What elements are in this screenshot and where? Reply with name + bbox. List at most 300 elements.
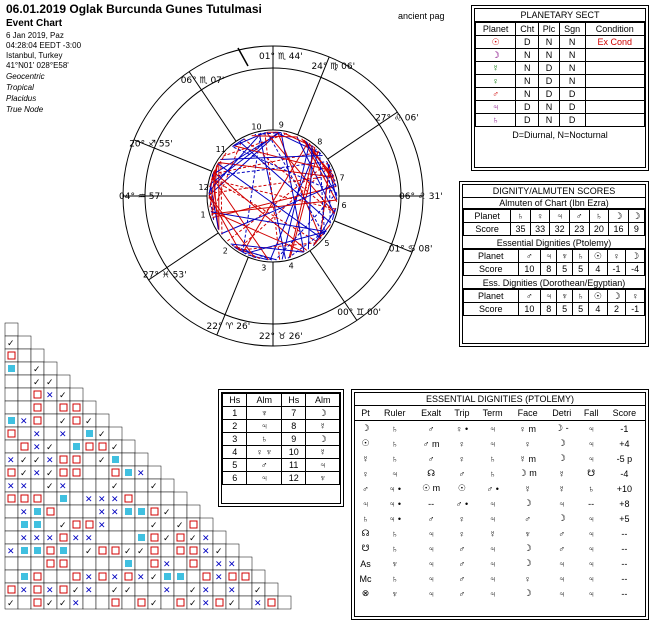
ess-cell: ♃ <box>427 558 435 569</box>
ess-row <box>355 571 645 586</box>
aspect-conjunction-mark: ✓ <box>59 390 67 400</box>
aspect-grid-cell <box>213 531 226 544</box>
ess-row <box>355 451 645 466</box>
aspect-conjunction-mark: ✓ <box>150 520 158 530</box>
ess-cell: ♂ <box>524 513 532 524</box>
sect-cell-sgn: D <box>559 101 585 114</box>
ess-cell: As <box>360 558 371 569</box>
sect-row <box>476 36 645 49</box>
aspect-trine-mark: ✕ <box>202 585 210 595</box>
aspect-grid-cell <box>44 505 57 518</box>
aspect-grid-cell <box>96 414 109 427</box>
aspect-trine-mark: ✕ <box>33 468 41 478</box>
ess-cell: ♂ m <box>422 438 440 449</box>
aspect-grid-cell <box>57 570 70 583</box>
aspect-grid-cell <box>109 518 122 531</box>
node-type: True Node <box>6 105 44 114</box>
ess-cell: ♀ • <box>455 423 469 434</box>
aspect-conjunction-mark: ✓ <box>46 377 54 387</box>
ess-cell: ☽ m <box>518 468 537 478</box>
aspect-grid-cell <box>18 401 31 414</box>
row-label: Planet <box>464 290 519 303</box>
aspect-grid-cell <box>70 414 83 427</box>
aspect-conjunction-mark: ✓ <box>59 520 67 530</box>
aspect-grid-cell <box>83 401 96 414</box>
aspect-cyan-mark <box>21 573 28 580</box>
dignity-cell: 20 <box>589 223 609 236</box>
aspect-grid-cell <box>148 466 161 479</box>
aspect-grid-cell <box>5 466 18 479</box>
ess-cell: ♃ <box>587 558 595 569</box>
ess-cell: ♃ <box>558 588 566 599</box>
ess-cell: -4 <box>620 468 629 479</box>
ess-cell: ☽ <box>557 438 566 448</box>
house-cell: 7 <box>282 407 306 420</box>
row-label: Planet <box>464 210 511 223</box>
ess-cell: ♄ <box>489 453 497 464</box>
aspect-grid-cell <box>31 349 44 362</box>
ess-row <box>355 466 645 481</box>
aspect-trine-mark: ✕ <box>20 481 28 491</box>
ess-cell: ♃ <box>489 588 497 599</box>
aspect-grid-cell <box>31 557 44 570</box>
aspect-grid-cell <box>57 557 70 570</box>
house-number: 2 <box>222 246 228 256</box>
aspect-trine-mark: ✕ <box>7 455 15 465</box>
aspect-trine-mark: ✕ <box>20 507 28 517</box>
aspect-grid-cell <box>96 544 109 557</box>
aspect-grid-cell <box>187 544 200 557</box>
house-number: 8 <box>317 137 323 147</box>
aspect-trine-mark: ✕ <box>20 533 28 543</box>
aspect-grid-cell <box>265 596 278 609</box>
essential-dignities-title: ESSENTIAL DIGNITIES (PTOLEMY) <box>355 393 645 406</box>
ancient-page-label: ancient pag <box>398 11 445 21</box>
aspect-grid-cell <box>44 518 57 531</box>
house-number: 11 <box>215 144 226 154</box>
sect-cell-sgn: D <box>559 88 585 101</box>
ess-cell: ♃ <box>558 558 566 569</box>
aspect-grid-cell <box>161 518 174 531</box>
aspect-conjunction-mark: ✓ <box>59 598 67 608</box>
ess-header: Fall <box>578 406 603 421</box>
sect-legend: D=Diurnal, N=Nocturnal <box>512 130 608 140</box>
dignity-cell: ☉ <box>589 250 608 263</box>
ess-cell: ♀ <box>524 573 532 584</box>
aspect-grid-cell <box>122 479 135 492</box>
house-cell: ♀ ♆ <box>247 446 282 459</box>
aspect-grid-cell <box>31 479 44 492</box>
ess-cell: +4 <box>619 438 630 449</box>
cusp-label: 24° ♍ 06' <box>311 62 356 73</box>
aspect-conjunction-mark: ✓ <box>46 598 54 608</box>
sect-cell-cht: N <box>516 88 539 101</box>
aspect-trine-mark: ✕ <box>72 598 80 608</box>
sect-cell-sgn: N <box>559 36 585 49</box>
aspect-conjunction-mark: ✓ <box>163 507 171 517</box>
dignity-cell: 2 <box>607 303 626 316</box>
col-cht: Cht <box>516 23 539 36</box>
aspect-grid-cell <box>252 570 265 583</box>
aspect-grid-cell <box>148 505 161 518</box>
ess-cell: ♀ <box>524 438 532 449</box>
aspect-grid-cell <box>174 596 187 609</box>
aspect-conjunction-mark: ✓ <box>7 598 15 608</box>
aspect-trine-mark: ✕ <box>98 520 106 530</box>
aspect-trine-mark: ✕ <box>254 598 262 608</box>
aspect-grid-cell <box>31 388 44 401</box>
ess-cell: Mc <box>359 573 372 584</box>
dignity-cell: ☽ <box>607 290 626 303</box>
dignity-cell: 5 <box>557 303 573 316</box>
aspect-grid-cell <box>265 583 278 596</box>
aspect-grid-cell <box>83 440 96 453</box>
ess-cell: ☽ <box>557 513 566 523</box>
ess-cell: ☽ <box>557 453 566 463</box>
cusp-label: 27° ♓ 53' <box>142 270 187 281</box>
aspect-conjunction-mark: ✓ <box>124 585 132 595</box>
aspect-grid-cell <box>174 505 187 518</box>
aspect-grid-cell <box>96 440 109 453</box>
ess-row <box>355 511 645 526</box>
aspect-grid-cell <box>161 479 174 492</box>
event-coords: 41°N01' 028°E58' <box>6 61 69 70</box>
ess-cell: ☽ <box>361 423 370 433</box>
house-number: 3 <box>261 263 267 273</box>
ess-cell: ☽ <box>523 498 532 508</box>
sect-row <box>476 101 645 114</box>
event-place: Istanbul, Turkey <box>6 51 63 60</box>
aspect-grid-cell <box>18 336 31 349</box>
almuten-table <box>463 209 645 236</box>
aspect-conjunction-mark: ✓ <box>20 455 28 465</box>
planetary-sect-table <box>475 22 645 127</box>
ess-cell: ♃ <box>489 558 497 569</box>
ess-cell: ♆ <box>391 588 399 599</box>
ess-cell: ☊ <box>427 468 436 478</box>
ess-cell: ♂ <box>458 573 466 584</box>
aspect-grid-cell <box>135 518 148 531</box>
aspect-grid-cell <box>5 375 18 388</box>
ess-cell: ⊗ <box>361 588 370 598</box>
ess-cell: ♃ <box>427 588 435 599</box>
dignity-almuten-panel <box>459 181 649 347</box>
aspect-grid-cell <box>96 479 109 492</box>
aspect-cyan-mark <box>125 469 132 476</box>
aspect-grid-cell <box>213 596 226 609</box>
sect-cell-condition <box>585 114 644 127</box>
ess-cell: ♂ <box>458 588 466 599</box>
dignity-cell: ☽ <box>628 210 644 223</box>
aspect-conjunction-mark: ✓ <box>33 377 41 387</box>
aspect-grid-cell <box>174 492 187 505</box>
house-cell: 6 <box>223 472 247 485</box>
ess-cell: -- <box>621 588 628 599</box>
dignity-cell: ♀ <box>626 290 645 303</box>
dignity-almuten-title: DIGNITY/ALMUTEN SCORES <box>463 185 645 198</box>
aspect-grid-cell <box>18 557 31 570</box>
aspect-cyan-mark <box>177 573 184 580</box>
ess-cell: ♀ m <box>519 423 537 434</box>
ess-cell: ☽ <box>523 543 532 553</box>
aspect-grid-cell <box>187 570 200 583</box>
dignity-cell: 10 <box>518 263 541 276</box>
aspect-grid-cell <box>83 479 96 492</box>
aspect-grid-cell <box>5 323 18 336</box>
ess-row <box>355 436 645 451</box>
aspect-grid-cell <box>18 375 31 388</box>
ess-cell: ☉ <box>361 438 370 448</box>
aspect-grid-cell <box>96 596 109 609</box>
aspect-grid-cell <box>135 583 148 596</box>
aspect-trine-mark: ✕ <box>215 572 223 582</box>
house-cell: ♆ <box>247 407 282 420</box>
aspect-grid-cell <box>213 583 226 596</box>
col-condition: Condition <box>585 23 644 36</box>
aspect-conjunction-mark: ✓ <box>46 481 54 491</box>
house-cell: 1 <box>223 407 247 420</box>
natal-wheel <box>118 34 443 354</box>
aspect-grid-cell <box>148 492 161 505</box>
aspect-trine-mark: ✕ <box>228 585 236 595</box>
aspect-grid-cell <box>31 414 44 427</box>
aspect-cyan-mark <box>73 443 80 450</box>
aspect-grid-cell <box>239 557 252 570</box>
dignity-cell: ♆ <box>557 250 573 263</box>
aspect-grid-cell <box>70 466 83 479</box>
sect-cell-plc: N <box>539 101 560 114</box>
aspect-grid-cell <box>135 479 148 492</box>
sect-row <box>476 62 645 75</box>
aspect-grid-cell <box>122 596 135 609</box>
aspect-trine-mark: ✕ <box>202 533 210 543</box>
aspect-trine-mark: ✕ <box>46 585 54 595</box>
ess-cell: ♄ <box>362 513 369 524</box>
aspect-trine-mark: ✕ <box>85 494 93 504</box>
ess-cell: -- <box>621 543 628 554</box>
aspect-trine-mark: ✕ <box>111 572 119 582</box>
house-cell: ♄ <box>247 433 282 446</box>
ess-cell: ♀ <box>458 453 466 464</box>
aspect-grid-cell <box>135 596 148 609</box>
ess-cell: ♄ <box>391 453 399 464</box>
aspect-grid-cell <box>174 557 187 570</box>
aspect-grid-cell <box>18 492 31 505</box>
col-plc: Plc <box>539 23 560 36</box>
aspect-grid-cell <box>70 570 83 583</box>
ess-cell: ☋ <box>587 468 596 478</box>
ess-cell: ♀ <box>458 528 466 539</box>
col-planet: Planet <box>476 23 516 36</box>
aspect-grid-cell <box>31 570 44 583</box>
dignity-cell: ♂ <box>518 250 541 263</box>
ess-cell: ☉ m <box>422 483 441 493</box>
house-cell: 11 <box>282 459 306 472</box>
dignity-cell: 5 <box>557 263 573 276</box>
aspect-trine-mark: ✕ <box>33 442 41 452</box>
ess-cell: ☉ <box>457 483 466 493</box>
aspect-conjunction-mark: ✓ <box>189 533 197 543</box>
col-alm: Alm <box>306 394 340 407</box>
dignity-cell: 33 <box>530 223 550 236</box>
aspect-grid-cell <box>239 583 252 596</box>
dignity-cell: 8 <box>541 303 557 316</box>
dignity-cell: ♄ <box>589 210 609 223</box>
aspect-grid-cell <box>44 492 57 505</box>
aspect-grid-cell <box>70 518 83 531</box>
aspect-cyan-mark <box>8 365 15 372</box>
chart-subtitle: Event Chart <box>6 18 63 29</box>
aspect-grid-cell <box>83 557 96 570</box>
aspect-grid-cell <box>5 388 18 401</box>
sect-row <box>476 114 645 127</box>
sect-cell-planet: ☿ <box>476 62 516 75</box>
aspect-grid-cell <box>83 518 96 531</box>
ess-cell: ♃ <box>391 468 399 479</box>
ess-header: Term <box>475 406 510 421</box>
event-time: 04:28:04 EEDT -3:00 <box>6 41 82 50</box>
aspect-grid-cell <box>122 453 135 466</box>
ess-cell: ♃ <box>587 573 595 584</box>
ess-cell: -- <box>621 528 628 539</box>
zodiac-geocentric: Geocentric <box>6 72 45 81</box>
aspect-grid-cell <box>174 583 187 596</box>
aspect-cyan-mark <box>164 573 171 580</box>
aspect-grid-cell <box>5 427 18 440</box>
dignity-cell: 5 <box>573 263 589 276</box>
cusp-label: 27° ♌ 06' <box>375 113 419 124</box>
col-sgn: Sgn <box>559 23 585 36</box>
dignity-cell: ♆ <box>557 290 573 303</box>
ess-cell: ☊ <box>361 528 370 538</box>
ess-cell: ♃ <box>427 528 435 539</box>
aspect-trine-mark: ✕ <box>111 494 119 504</box>
aspect-grid-cell <box>57 440 70 453</box>
sect-row <box>476 88 645 101</box>
ess-cell: ♀ <box>458 438 466 449</box>
aspect-grid-cell <box>83 453 96 466</box>
aspect-grid-cell <box>239 596 252 609</box>
aspect-trine-mark: ✕ <box>85 585 93 595</box>
aspect-grid-cell <box>5 505 18 518</box>
aspect-grid-cell <box>161 596 174 609</box>
aspect-trine-mark: ✕ <box>20 585 28 595</box>
aspect-grid-cell <box>44 401 57 414</box>
dignity-cell: ♀ <box>530 210 550 223</box>
house-number: 9 <box>278 120 284 130</box>
aspect-grid-cell <box>18 596 31 609</box>
cusp-label: 06° ♌ 31' <box>399 192 443 202</box>
aspect-trine-mark: ✕ <box>137 572 145 582</box>
ess-cell: ☿ <box>489 528 497 539</box>
chart-title: 06.01.2019 Oglak Burcunda Gunes Tutulmasi <box>6 2 262 16</box>
sect-cell-cht: D <box>516 101 539 114</box>
ess-cell: ♄ <box>391 528 399 539</box>
ess-cell: ♃ <box>489 423 497 434</box>
cusp-label: 22° ♉ 26' <box>259 332 303 342</box>
sect-cell-planet: ♀ <box>476 75 516 88</box>
house-cell: 4 <box>223 446 247 459</box>
aspect-cyan-mark <box>125 508 132 515</box>
aspect-trine-mark: ✕ <box>202 598 210 608</box>
sect-cell-sgn: N <box>559 62 585 75</box>
ess-cell: ♃ • <box>388 513 401 524</box>
ess-row <box>355 496 645 511</box>
ess-row <box>355 541 645 556</box>
ess-cell: ♃ <box>427 543 435 554</box>
aspect-trine-mark: ✕ <box>98 494 106 504</box>
aspect-grid-cell <box>5 557 18 570</box>
aspect-trine-mark: ✕ <box>215 559 223 569</box>
aspect-grid-cell <box>148 557 161 570</box>
dignity-cell: ♃ <box>541 250 557 263</box>
house-cell: ♃ <box>306 459 340 472</box>
dignity-cell: ♄ <box>573 290 589 303</box>
ess-header: Trip <box>449 406 476 421</box>
aspect-grid-cell <box>44 544 57 557</box>
sect-cell-cht: N <box>516 62 539 75</box>
ess-cell: ♂ <box>427 453 435 464</box>
aspect-conjunction-mark: ✓ <box>150 481 158 491</box>
aspect-grid-cell <box>200 557 213 570</box>
ess-cell: ♂ <box>362 483 369 494</box>
aspect-trine-mark: ✕ <box>137 468 145 478</box>
aspect-conjunction-mark: ✓ <box>111 481 119 491</box>
aspect-grid-cell <box>31 583 44 596</box>
dorothean-table <box>463 289 645 316</box>
ess-cell: ♂ <box>427 423 435 434</box>
sect-cell-plc: D <box>539 62 560 75</box>
aspect-grid-cell <box>57 531 70 544</box>
house-cell: ☿ <box>306 446 340 459</box>
aspect-grid-cell <box>57 401 70 414</box>
ess-cell: ♃ <box>362 498 369 509</box>
house-cell: ♂ <box>247 459 282 472</box>
aspect-grid-cell <box>70 492 83 505</box>
ptolemy-table <box>463 249 645 276</box>
aspect-grid-cell <box>148 583 161 596</box>
aspect-grid-cell <box>109 596 122 609</box>
aspect-grid-cell <box>44 362 57 375</box>
dignity-cell: ♄ <box>573 250 589 263</box>
ptolemy-subtitle: Essential Dignities (Ptolemy) <box>463 238 645 249</box>
aspect-grid-cell <box>226 544 239 557</box>
sect-cell-condition <box>585 49 644 62</box>
house-cell: 8 <box>282 420 306 433</box>
aspect-conjunction-mark: ✓ <box>85 546 93 556</box>
ess-cell: -- <box>621 558 628 569</box>
aspect-grid-cell <box>174 531 187 544</box>
ess-row <box>355 421 645 437</box>
aspect-grid <box>5 323 301 621</box>
ess-cell: ☽ <box>523 558 532 568</box>
house-cell: ☽ <box>306 407 340 420</box>
house-cell: 10 <box>282 446 306 459</box>
dignity-cell: ☽ <box>626 250 645 263</box>
aspect-grid-cell <box>83 596 96 609</box>
aspect-grid-cell <box>83 466 96 479</box>
house-number: 5 <box>324 239 330 249</box>
aspect-grid-cell <box>96 570 109 583</box>
sect-cell-cht: D <box>516 36 539 49</box>
ess-cell: ☋ <box>361 543 370 553</box>
ess-row <box>355 586 645 601</box>
sect-cell-condition <box>585 62 644 75</box>
dignity-cell: ☉ <box>589 290 608 303</box>
aspect-conjunction-mark: ✓ <box>33 455 41 465</box>
dignity-cell: -1 <box>626 303 645 316</box>
dignity-cell: ♃ <box>550 210 570 223</box>
